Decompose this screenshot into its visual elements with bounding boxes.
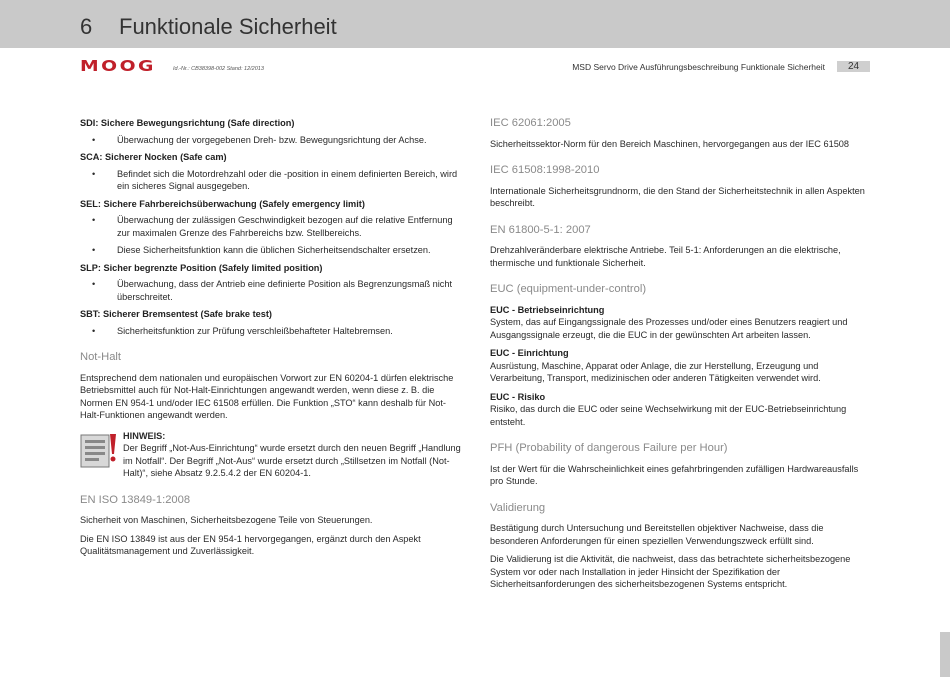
left-column [80, 117, 462, 564]
euc-title: EUC (equipment-under-control) [490, 283, 647, 295]
iso13849-title: EN ISO 13849-1:2008 [80, 493, 191, 506]
bullet-icon: • [92, 325, 96, 336]
sel-heading: SEL: Sichere Fahrbereichsüberwachung (Safely emergency limit) [80, 198, 365, 209]
page-number: 24 [837, 61, 870, 72]
note-text: Der Begriff „Not-Aus-Einrichtung“ wurde ersetzt durch den neuen Begriff „Handlung im Notfall“. Der Begriff „Not-Aus“ wurde ersetzt durch „Stillsetzen im Notfall (Not-Halt)“, siehe Absatz 9.2.5.4.2 der EN 60204-1. [123, 443, 461, 478]
sbt-bullets [80, 325, 462, 338]
bullet-icon: • [92, 215, 96, 225]
validierung-text-2: Die Validierung ist die Aktivität, die nachweist, dass das betrachtete sicherheitsbezogene System vor oder nach Installation in jeder Hinsicht der Spezifikation der Sicherheitsanforderungen des sicherheitsbezogenen Systems entspricht. [490, 554, 851, 589]
sca-bullets [80, 168, 462, 193]
note-box [80, 430, 462, 480]
bullet-icon: • [92, 168, 96, 179]
en61800-title: EN 61800-5-1: 2007 [490, 223, 591, 236]
document-title: MSD Servo Drive Ausführungsbeschreibung Funktionale Sicherheit [572, 62, 825, 72]
iso13849-text-1: Sicherheit von Maschinen, Sicherheitsbezogene Teile von Steuerungen. [80, 515, 373, 525]
bullet-icon: • [92, 279, 96, 289]
bullet-item: • Überwachung der vorgegebenen Dreh- bzw. Bewegungsrichtung der Achse. [92, 134, 427, 145]
bullet-item: • Überwachung, dass der Antrieb eine definierte Position als Begrenzungsmaß nicht überschreitet. [92, 279, 453, 302]
euc-einrichtung-text: Ausrüstung, Maschine, Apparat oder Anlage, die zur Herstellung, Erzeugung und Verarbeitung, Transport, medizinischen oder anderen Tätigkeiten verwendet wird. [490, 360, 821, 383]
euc-betriebseinrichtung-text: System, das auf Eingangssignale des Prozesses und/oder eines Benutzers reagiert und Ausgangssignale erzeugt, die die EUC in der gewünschten Art arbeiten lassen. [490, 317, 848, 340]
euc-einrichtung-heading: EUC - Einrichtung [490, 348, 569, 358]
iec61508-text: Internationale Sicherheitsgrundnorm, die den Stand der Sicherheitstechnik in allen Aspekten beschreibt. [490, 185, 865, 208]
slp-heading: SLP: Sicher begrenzte Position (Safely limited position) [80, 262, 323, 273]
chapter-title: Funktionale Sicherheit [119, 14, 337, 39]
sca-heading: SCA: Sicherer Nocken (Safe cam) [80, 152, 227, 162]
note-label: HINWEIS: [123, 430, 166, 441]
bullet-item: • Überwachung der zulässigen Geschwindigkeit bezogen auf die relative Entfernung zur maximalen Grenze des Fahrbereichs bzw. Stellbereichs. [92, 215, 453, 238]
iso13849-text-2: Die EN ISO 13849 ist aus der EN 954-1 hervorgegangen, ergänzt durch den Aspekt Qualitätsmanagement und Zuverlässigkeit. [80, 533, 421, 556]
bullet-item: • Befindet sich die Motordrehzahl oder die -position in einem definierten Bereich, wird ein sicheres Signal ausgegeben. [92, 168, 458, 191]
sel-bullets [80, 214, 462, 257]
euc-betriebseinrichtung-heading: EUC - Betriebseinrichtung [490, 304, 605, 315]
moog-logo: MOOG [80, 57, 156, 75]
bullet-item: • Sicherheitsfunktion zur Prüfung verschleißbehafteter Haltebremsen. [92, 325, 393, 336]
chapter-number: 6 [80, 14, 93, 39]
bullet-icon: • [92, 245, 96, 255]
pfh-title: PFH (Probability of dangerous Failure per Hour) [490, 442, 728, 454]
bullet-icon: • [92, 134, 96, 145]
sbt-heading: SBT: Sicherer Bremsentest (Safe brake test) [80, 309, 272, 319]
euc-risiko-text: Risiko, das durch die EUC oder seine Wechselwirkung mit der EUC-Betriebseinrichtung entsteht. [490, 404, 847, 427]
sdi-heading: SDI: Sichere Bewegungsrichtung (Safe direction) [80, 118, 295, 128]
nothalt-text: Entsprechend dem nationalen und europäischen Vorwort zur EN 60204-1 dürfen elektrische Betriebsmittel auch für Not-Halt-Einrichtungen angewandt werden, wenn diese z. B. die Normen EN 954-1 und/oder IEC 61508 erfüllen. Die Funktion „STO“ kann deshalb für Not-Halt-Funktionen angewandt werden. [80, 372, 454, 420]
euc-risiko-heading: EUC - Risiko [490, 391, 546, 402]
right-column [490, 117, 872, 597]
pfh-text: Ist der Wert für die Wahrscheinlichkeit eines gefahrbringenden zufälligen Hardwareausfalls pro Stunde. [490, 463, 859, 486]
iec61508-title: IEC 61508:1998-2010 [490, 164, 600, 176]
page-edge-tab [940, 632, 950, 677]
validierung-text-1: Bestätigung durch Untersuchung und Bereitstellen objektiver Nachweise, dass die besonderen Anforderungen für einen speziellen Verwendungszweck erfüllt sind. [490, 523, 824, 546]
bullet-item: • Diese Sicherheitsfunktion kann die üblichen Sicherheitsendschalter ersetzen. [92, 245, 431, 255]
slp-bullets [80, 278, 462, 303]
document-id-line: Id.-Nr.: CB38398-002 Stand: 12/2013 [173, 66, 264, 72]
validierung-title: Validierung [490, 501, 546, 514]
en61800-text: Drehzahlveränderbare elektrische Antriebe. Teil 5-1: Anforderungen an die elektrische, thermische und funktionale Sicherheit. [490, 245, 841, 268]
iec62061-title: IEC 62061:2005 [490, 117, 571, 129]
note-document-icon [80, 432, 118, 468]
nothalt-title: Not-Halt [80, 351, 122, 363]
iec62061-text: Sicherheitssektor-Norm für den Bereich Maschinen, hervorgegangen aus der IEC 61508 [490, 138, 850, 149]
sdi-bullets [80, 134, 462, 147]
